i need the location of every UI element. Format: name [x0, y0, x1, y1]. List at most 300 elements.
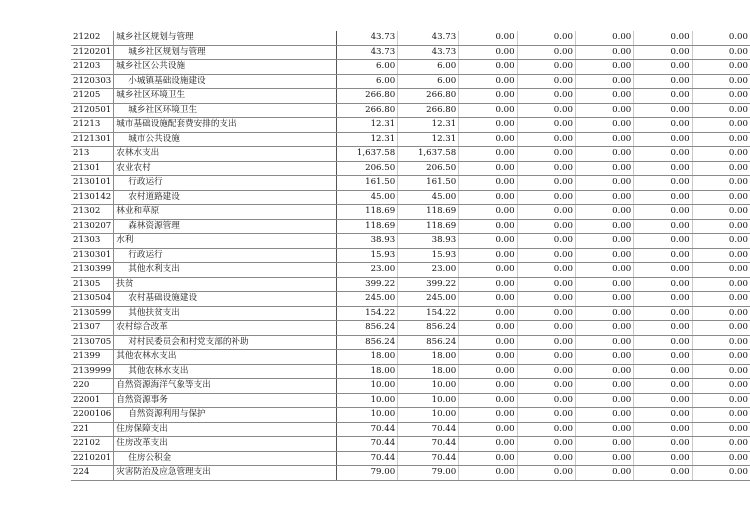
amount-cell: 0.00 — [459, 60, 517, 75]
amount-cell: 0.00 — [459, 408, 517, 423]
subject-code-cell: 21399 — [71, 350, 114, 365]
subject-name: 城市基础设施配套费安排的支出 — [116, 119, 237, 129]
amount-cell: 399.22 — [337, 277, 398, 292]
amount-cell: 0.00 — [575, 466, 633, 481]
subject-code-cell: 2121301 — [71, 132, 114, 147]
subject-name: 小城镇基础设施建设 — [128, 75, 206, 86]
amount-cell: 70.44 — [337, 437, 398, 452]
amount-cell: 0.00 — [517, 103, 575, 118]
amount-cell: 0.00 — [692, 45, 750, 60]
subject-name-cell — [114, 74, 337, 89]
table-row — [71, 437, 750, 452]
subject-code-cell: 21203 — [71, 60, 114, 75]
amount-cell: 0.00 — [517, 422, 575, 437]
budget-table — [71, 31, 750, 481]
subject-code-cell: 2130101 — [71, 176, 114, 191]
amount-cell: 0.00 — [575, 451, 633, 466]
amount-cell: 0.00 — [634, 74, 692, 89]
amount-cell: 0.00 — [517, 190, 575, 205]
amount-cell: 15.93 — [337, 248, 398, 263]
amount-cell: 0.00 — [634, 422, 692, 437]
table-row — [71, 277, 750, 292]
subject-code-cell: 221 — [71, 422, 114, 437]
table-row — [71, 103, 750, 118]
amount-cell: 0.00 — [459, 132, 517, 147]
amount-cell: 0.00 — [692, 234, 750, 249]
amount-cell: 0.00 — [634, 161, 692, 176]
amount-cell: 0.00 — [634, 219, 692, 234]
table-row — [71, 422, 750, 437]
amount-cell: 0.00 — [575, 74, 633, 89]
amount-cell: 70.44 — [337, 422, 398, 437]
amount-cell: 1,637.58 — [398, 147, 459, 162]
amount-cell: 38.93 — [398, 234, 459, 249]
subject-code-cell: 21202 — [71, 31, 114, 45]
amount-cell: 6.00 — [337, 74, 398, 89]
amount-cell: 0.00 — [575, 422, 633, 437]
amount-cell: 856.24 — [398, 335, 459, 350]
table-row — [71, 89, 750, 104]
amount-cell: 0.00 — [575, 103, 633, 118]
table-row — [71, 60, 750, 75]
subject-name-cell — [114, 451, 337, 466]
amount-cell: 79.00 — [398, 466, 459, 481]
amount-cell: 0.00 — [692, 118, 750, 133]
subject-code-cell: 22001 — [71, 393, 114, 408]
amount-cell: 43.73 — [337, 45, 398, 60]
amount-cell: 0.00 — [517, 176, 575, 191]
subject-name-cell — [114, 437, 337, 452]
amount-cell: 0.00 — [692, 161, 750, 176]
amount-cell: 0.00 — [575, 277, 633, 292]
amount-cell: 0.00 — [459, 422, 517, 437]
amount-cell: 0.00 — [692, 219, 750, 234]
amount-cell: 0.00 — [634, 45, 692, 60]
amount-cell: 12.31 — [398, 132, 459, 147]
table-row — [71, 451, 750, 466]
subject-name: 农村道路建设 — [128, 191, 180, 202]
amount-cell: 38.93 — [337, 234, 398, 249]
amount-cell: 0.00 — [459, 31, 517, 45]
amount-cell: 0.00 — [692, 103, 750, 118]
subject-code-cell: 2210201 — [71, 451, 114, 466]
table-row — [71, 219, 750, 234]
amount-cell: 399.22 — [398, 277, 459, 292]
table-row — [71, 45, 750, 60]
amount-cell: 0.00 — [517, 393, 575, 408]
amount-cell: 0.00 — [517, 147, 575, 162]
amount-cell: 161.50 — [337, 176, 398, 191]
table-row — [71, 306, 750, 321]
amount-cell: 70.44 — [398, 451, 459, 466]
amount-cell: 0.00 — [575, 147, 633, 162]
subject-name-cell — [114, 190, 337, 205]
table-row — [71, 263, 750, 278]
amount-cell: 0.00 — [517, 335, 575, 350]
amount-cell: 0.00 — [575, 161, 633, 176]
amount-cell: 118.69 — [398, 205, 459, 220]
amount-cell: 0.00 — [517, 277, 575, 292]
amount-cell: 18.00 — [398, 364, 459, 379]
subject-name: 住房改革支出 — [116, 438, 168, 448]
subject-name-cell — [114, 219, 337, 234]
amount-cell: 0.00 — [575, 292, 633, 307]
subject-code-cell: 2139999 — [71, 364, 114, 379]
subject-name-cell — [114, 89, 337, 104]
table-row — [71, 205, 750, 220]
table-row — [71, 176, 750, 191]
amount-cell: 0.00 — [634, 89, 692, 104]
subject-name: 自然资源利用与保护 — [128, 409, 206, 419]
subject-code-cell: 21307 — [71, 321, 114, 336]
amount-cell: 0.00 — [459, 466, 517, 481]
subject-name-cell — [114, 161, 337, 176]
subject-code-cell: 2130599 — [71, 306, 114, 321]
subject-code-cell: 2130301 — [71, 248, 114, 263]
amount-cell: 0.00 — [575, 176, 633, 191]
amount-cell: 0.00 — [575, 379, 633, 394]
subject-name-cell — [114, 306, 337, 321]
amount-cell: 43.73 — [337, 31, 398, 45]
subject-name: 森林资源管理 — [128, 220, 180, 231]
amount-cell: 0.00 — [575, 408, 633, 423]
subject-name-cell — [114, 466, 337, 481]
amount-cell: 0.00 — [459, 205, 517, 220]
subject-code-cell: 2130504 — [71, 292, 114, 307]
amount-cell: 0.00 — [634, 408, 692, 423]
amount-cell: 0.00 — [634, 263, 692, 278]
subject-code-cell: 2130142 — [71, 190, 114, 205]
subject-name-cell — [114, 379, 337, 394]
amount-cell: 0.00 — [517, 205, 575, 220]
amount-cell: 0.00 — [517, 248, 575, 263]
table-row — [71, 248, 750, 263]
amount-cell: 18.00 — [337, 350, 398, 365]
table-row — [71, 132, 750, 147]
amount-cell: 45.00 — [398, 190, 459, 205]
table-row — [71, 466, 750, 481]
amount-cell: 0.00 — [692, 437, 750, 452]
table-row — [71, 335, 750, 350]
subject-name-cell — [114, 248, 337, 263]
amount-cell: 10.00 — [398, 379, 459, 394]
amount-cell: 0.00 — [517, 60, 575, 75]
amount-cell: 0.00 — [634, 103, 692, 118]
subject-name-cell — [114, 205, 337, 220]
amount-cell: 0.00 — [459, 335, 517, 350]
table-row — [71, 364, 750, 379]
amount-cell: 10.00 — [337, 393, 398, 408]
subject-name-cell — [114, 292, 337, 307]
amount-cell: 0.00 — [575, 190, 633, 205]
table-row — [71, 74, 750, 89]
subject-name: 行政运行 — [128, 177, 163, 187]
amount-cell: 0.00 — [459, 306, 517, 321]
amount-cell: 23.00 — [398, 263, 459, 278]
amount-cell: 0.00 — [459, 350, 517, 365]
amount-cell: 0.00 — [517, 263, 575, 278]
amount-cell: 0.00 — [459, 45, 517, 60]
amount-cell: 245.00 — [337, 292, 398, 307]
amount-cell: 6.00 — [398, 60, 459, 75]
subject-code-cell: 2120303 — [71, 74, 114, 89]
subject-code-cell: 2130207 — [71, 219, 114, 234]
amount-cell: 266.80 — [398, 89, 459, 104]
amount-cell: 6.00 — [398, 74, 459, 89]
amount-cell: 0.00 — [634, 335, 692, 350]
amount-cell: 0.00 — [692, 132, 750, 147]
subject-name: 城市公共设施 — [128, 133, 180, 144]
amount-cell: 18.00 — [337, 364, 398, 379]
subject-name: 行政运行 — [128, 249, 163, 260]
amount-cell: 0.00 — [517, 31, 575, 45]
amount-cell: 0.00 — [692, 60, 750, 75]
amount-cell: 0.00 — [575, 234, 633, 249]
table-row — [71, 408, 750, 423]
amount-cell: 0.00 — [634, 466, 692, 481]
amount-cell: 0.00 — [575, 321, 633, 336]
amount-cell: 70.44 — [337, 451, 398, 466]
subject-name: 自然资源事务 — [116, 394, 168, 405]
subject-name-cell — [114, 118, 337, 133]
subject-code-cell: 21302 — [71, 205, 114, 220]
subject-name-cell — [114, 408, 337, 423]
table-row — [71, 393, 750, 408]
amount-cell: 0.00 — [459, 437, 517, 452]
subject-name-cell — [114, 277, 337, 292]
subject-name-cell — [114, 132, 337, 147]
amount-cell: 0.00 — [634, 190, 692, 205]
subject-name-cell — [114, 176, 337, 191]
amount-cell: 0.00 — [634, 277, 692, 292]
amount-cell: 0.00 — [692, 248, 750, 263]
amount-cell: 0.00 — [459, 393, 517, 408]
amount-cell: 0.00 — [575, 132, 633, 147]
table-row — [71, 379, 750, 394]
subject-name: 其他扶贫支出 — [128, 307, 180, 318]
amount-cell: 0.00 — [634, 118, 692, 133]
amount-cell: 0.00 — [692, 205, 750, 220]
amount-cell: 266.80 — [337, 103, 398, 118]
table-row — [71, 118, 750, 133]
amount-cell: 0.00 — [692, 74, 750, 89]
subject-name: 对村民委员会和村党支部的补助 — [128, 336, 249, 347]
amount-cell: 0.00 — [459, 89, 517, 104]
amount-cell: 0.00 — [459, 103, 517, 118]
amount-cell: 266.80 — [398, 103, 459, 118]
amount-cell: 0.00 — [634, 451, 692, 466]
subject-name-cell — [114, 147, 337, 162]
amount-cell: 0.00 — [517, 74, 575, 89]
amount-cell: 0.00 — [575, 437, 633, 452]
amount-cell: 0.00 — [517, 379, 575, 394]
subject-code-cell: 21213 — [71, 118, 114, 133]
amount-cell: 0.00 — [459, 364, 517, 379]
amount-cell: 0.00 — [692, 292, 750, 307]
amount-cell: 0.00 — [575, 350, 633, 365]
subject-code-cell: 22102 — [71, 437, 114, 452]
amount-cell: 0.00 — [459, 451, 517, 466]
subject-name-cell — [114, 350, 337, 365]
amount-cell: 0.00 — [634, 205, 692, 220]
amount-cell: 0.00 — [459, 161, 517, 176]
amount-cell: 0.00 — [517, 89, 575, 104]
subject-code-cell: 2120501 — [71, 103, 114, 118]
subject-name: 农村基础设施建设 — [128, 293, 198, 303]
subject-name-cell — [114, 31, 337, 45]
amount-cell: 0.00 — [517, 451, 575, 466]
amount-cell: 154.22 — [337, 306, 398, 321]
amount-cell: 23.00 — [337, 263, 398, 278]
amount-cell: 118.69 — [398, 219, 459, 234]
amount-cell: 0.00 — [459, 147, 517, 162]
subject-name-cell — [114, 364, 337, 379]
amount-cell: 10.00 — [398, 393, 459, 408]
amount-cell: 0.00 — [459, 118, 517, 133]
amount-cell: 0.00 — [692, 89, 750, 104]
amount-cell: 0.00 — [575, 89, 633, 104]
subject-name: 城乡社区环境卫生 — [116, 90, 186, 100]
subject-name: 林业和草原 — [116, 206, 160, 216]
amount-cell: 45.00 — [337, 190, 398, 205]
amount-cell: 0.00 — [517, 118, 575, 133]
subject-name-cell — [114, 45, 337, 60]
table-row — [71, 234, 750, 249]
amount-cell: 15.93 — [398, 248, 459, 263]
amount-cell: 0.00 — [459, 277, 517, 292]
amount-cell: 0.00 — [459, 176, 517, 191]
amount-cell: 0.00 — [692, 263, 750, 278]
amount-cell: 0.00 — [517, 350, 575, 365]
amount-cell: 0.00 — [575, 31, 633, 45]
subject-code-cell: 21205 — [71, 89, 114, 104]
table-row — [71, 190, 750, 205]
amount-cell: 0.00 — [634, 393, 692, 408]
subject-name-cell — [114, 321, 337, 336]
amount-cell: 0.00 — [575, 45, 633, 60]
amount-cell: 0.00 — [517, 161, 575, 176]
table-row — [71, 350, 750, 365]
amount-cell: 0.00 — [517, 292, 575, 307]
amount-cell: 206.50 — [337, 161, 398, 176]
amount-cell: 0.00 — [517, 408, 575, 423]
amount-cell: 0.00 — [517, 364, 575, 379]
subject-name: 住房保障支出 — [116, 423, 168, 434]
subject-name: 灾害防治及应急管理支出 — [116, 467, 211, 477]
table-row — [71, 147, 750, 162]
subject-name: 水利 — [116, 235, 134, 245]
amount-cell: 0.00 — [575, 205, 633, 220]
subject-name-cell — [114, 422, 337, 437]
amount-cell: 0.00 — [575, 364, 633, 379]
amount-cell: 6.00 — [337, 60, 398, 75]
amount-cell: 43.73 — [398, 31, 459, 45]
amount-cell: 856.24 — [337, 335, 398, 350]
amount-cell: 0.00 — [575, 248, 633, 263]
amount-cell: 0.00 — [692, 31, 750, 45]
subject-code-cell: 213 — [71, 147, 114, 162]
amount-cell: 0.00 — [634, 379, 692, 394]
amount-cell: 0.00 — [692, 393, 750, 408]
amount-cell: 0.00 — [634, 234, 692, 249]
amount-cell: 0.00 — [575, 60, 633, 75]
amount-cell: 0.00 — [634, 292, 692, 307]
amount-cell: 206.50 — [398, 161, 459, 176]
amount-cell: 0.00 — [575, 306, 633, 321]
amount-cell: 18.00 — [398, 350, 459, 365]
table-row — [71, 292, 750, 307]
subject-name-cell — [114, 393, 337, 408]
subject-name: 城乡社区规划与管理 — [116, 32, 194, 42]
amount-cell: 10.00 — [337, 408, 398, 423]
amount-cell: 0.00 — [517, 132, 575, 147]
amount-cell: 0.00 — [634, 306, 692, 321]
amount-cell: 0.00 — [634, 147, 692, 162]
amount-cell: 0.00 — [459, 74, 517, 89]
amount-cell: 12.31 — [337, 132, 398, 147]
amount-cell: 0.00 — [517, 45, 575, 60]
table-row — [71, 31, 750, 45]
amount-cell: 118.69 — [337, 219, 398, 234]
subject-code-cell: 220 — [71, 379, 114, 394]
amount-cell: 0.00 — [692, 321, 750, 336]
amount-cell: 70.44 — [398, 422, 459, 437]
amount-cell: 856.24 — [398, 321, 459, 336]
subject-name: 自然资源海洋气象等支出 — [116, 380, 211, 390]
amount-cell: 856.24 — [337, 321, 398, 336]
subject-name: 城乡社区环境卫生 — [128, 104, 198, 115]
amount-cell: 0.00 — [517, 437, 575, 452]
subject-code-cell: 224 — [71, 466, 114, 481]
amount-cell: 0.00 — [692, 335, 750, 350]
amount-cell: 0.00 — [634, 31, 692, 45]
amount-cell: 12.31 — [337, 118, 398, 133]
amount-cell: 0.00 — [692, 277, 750, 292]
amount-cell: 0.00 — [575, 118, 633, 133]
subject-name-cell — [114, 335, 337, 350]
subject-name-cell — [114, 60, 337, 75]
subject-name-cell — [114, 263, 337, 278]
amount-cell: 0.00 — [575, 335, 633, 350]
amount-cell: 0.00 — [692, 451, 750, 466]
subject-name-cell — [114, 234, 337, 249]
amount-cell: 0.00 — [692, 379, 750, 394]
amount-cell: 0.00 — [634, 437, 692, 452]
subject-name: 其他水利支出 — [128, 264, 180, 274]
amount-cell: 1,637.58 — [337, 147, 398, 162]
subject-code-cell: 21303 — [71, 234, 114, 249]
amount-cell: 118.69 — [337, 205, 398, 220]
amount-cell: 0.00 — [517, 219, 575, 234]
amount-cell: 0.00 — [692, 422, 750, 437]
amount-cell: 43.73 — [398, 45, 459, 60]
subject-name: 扶贫 — [116, 278, 134, 289]
amount-cell: 0.00 — [692, 408, 750, 423]
amount-cell: 154.22 — [398, 306, 459, 321]
amount-cell: 0.00 — [459, 321, 517, 336]
amount-cell: 10.00 — [337, 379, 398, 394]
amount-cell: 0.00 — [459, 292, 517, 307]
amount-cell: 12.31 — [398, 118, 459, 133]
subject-name: 城乡社区规划与管理 — [128, 46, 206, 57]
amount-cell: 0.00 — [692, 350, 750, 365]
amount-cell: 245.00 — [398, 292, 459, 307]
amount-cell: 0.00 — [692, 190, 750, 205]
table-row — [71, 321, 750, 336]
subject-name: 其他农林水支出 — [128, 365, 189, 376]
amount-cell: 0.00 — [634, 176, 692, 191]
amount-cell: 70.44 — [398, 437, 459, 452]
